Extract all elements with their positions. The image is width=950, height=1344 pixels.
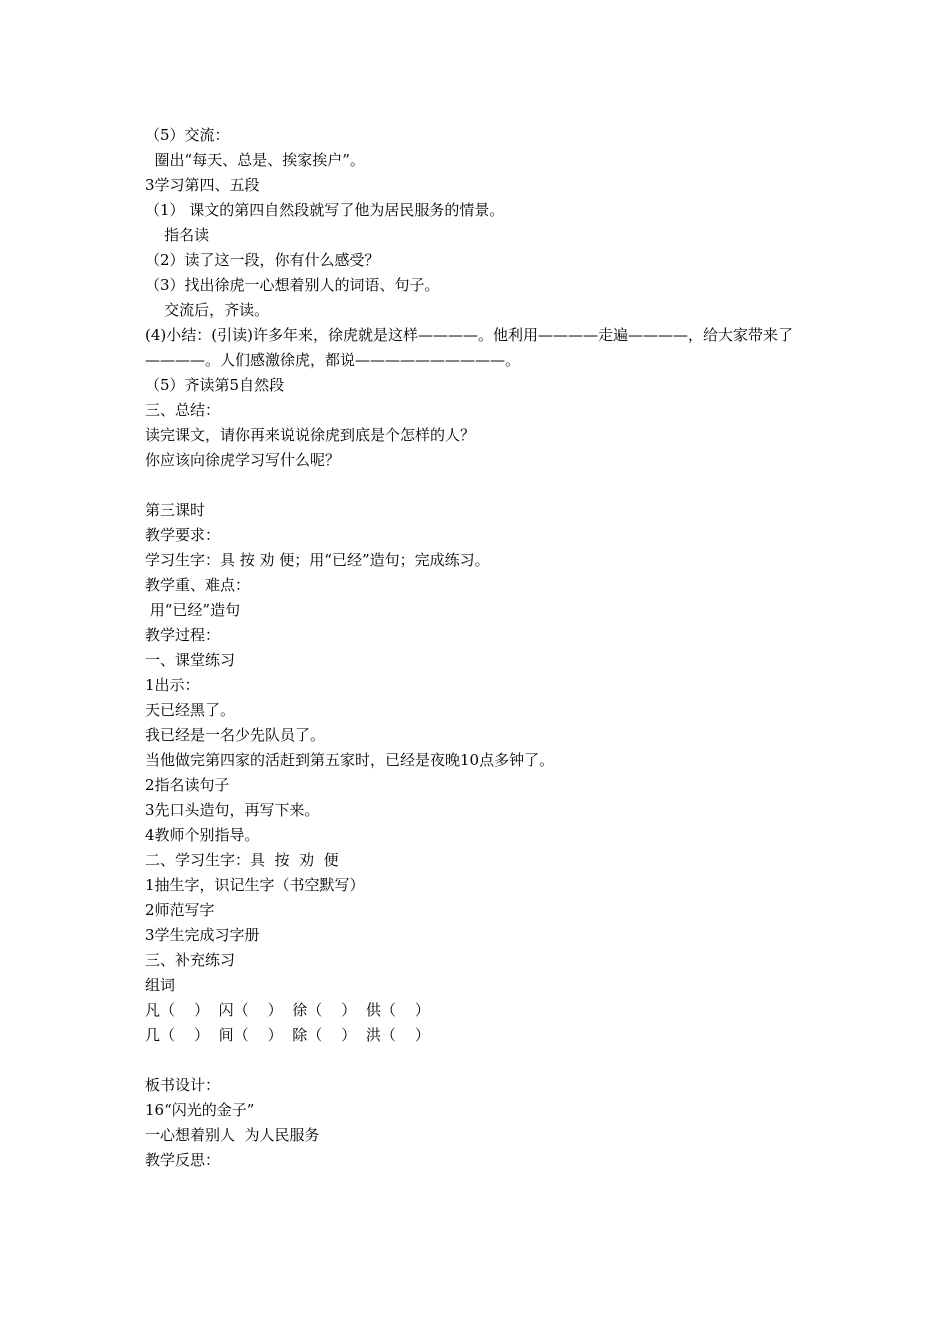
text-line: 交流后，齐读。 [145, 301, 270, 319]
text-line: 2师范写字 [145, 901, 215, 919]
section-heading: 二、学习生字：具 按 劝 便 [145, 851, 339, 869]
text-line: 当他做完第四家的活赶到第五家时，已经是夜晚10点多钟了。 [145, 751, 555, 769]
section-heading: 板书设计： [145, 1076, 221, 1094]
text-line: 3先口头造句，再写下来。 [145, 801, 320, 819]
text-line: （3）找出徐虎一心想着别人的词语、句子。 [145, 276, 440, 294]
text-line: 你应该向徐虎学习写什么呢？ [145, 451, 341, 469]
blank-line [145, 1048, 825, 1073]
document-page [145, 123, 825, 1173]
text-line: 圈出“每天、总是、挨家挨户”。 [145, 151, 365, 169]
text-line: 教学过程： [145, 626, 221, 644]
text-line: （5）交流： [145, 126, 230, 144]
text-line: 4教师个别指导。 [145, 826, 260, 844]
text-line: 教学重、难点： [145, 576, 251, 594]
text-line: （5）齐读第5自然段 [145, 376, 285, 394]
word-exercise-row: 凡（ ） 闪（ ） 徐（ ） 供（ ） [145, 1001, 430, 1019]
text-line: 组词 [145, 976, 176, 994]
text-line: 教学反思： [145, 1151, 221, 1169]
text-paragraph: (4)小结：(引读)许多年来，徐虎就是这样————。他利用————走遍————，给大家带来了————。人们感激徐虎，都说——————————。 [145, 326, 793, 369]
text-line: 教学要求： [145, 526, 221, 544]
text-line: 1抽生字，识记生字（书空默写） [145, 876, 365, 894]
text-line: 用“已经”造句 [145, 601, 241, 619]
lesson-heading: 第三课时 [145, 501, 206, 519]
text-line: 学习生字：具 按 劝 便；用“已经”造句；完成练习。 [145, 551, 490, 569]
text-line: （1） 课文的第四自然段就写了他为居民服务的情景。 [145, 201, 505, 219]
word-exercise-row: 几（ ） 间（ ） 除（ ） 洪（ ） [145, 1026, 430, 1044]
text-line: 天已经黑了。 [145, 701, 236, 719]
text-line: 1出示： [145, 676, 200, 694]
text-line: 读完课文，请你再来说说徐虎到底是个怎样的人？ [145, 426, 476, 444]
text-line: 指名读 [145, 226, 210, 244]
section-heading: 三、总结： [145, 401, 221, 419]
text-line: 2指名读句子 [145, 776, 230, 794]
blank-line [145, 473, 825, 498]
text-line: （2）读了这一段，你有什么感受？ [145, 251, 380, 269]
text-line: 16“闪光的金子” [145, 1101, 255, 1119]
section-heading: 三、补充练习 [145, 951, 236, 969]
text-line: 一心想着别人 为人民服务 [145, 1126, 320, 1144]
text-line: 3学生完成习字册 [145, 926, 260, 944]
text-line: 3学习第四、五段 [145, 176, 260, 194]
text-line: 我已经是一名少先队员了。 [145, 726, 326, 744]
section-heading: 一、课堂练习 [145, 651, 236, 669]
